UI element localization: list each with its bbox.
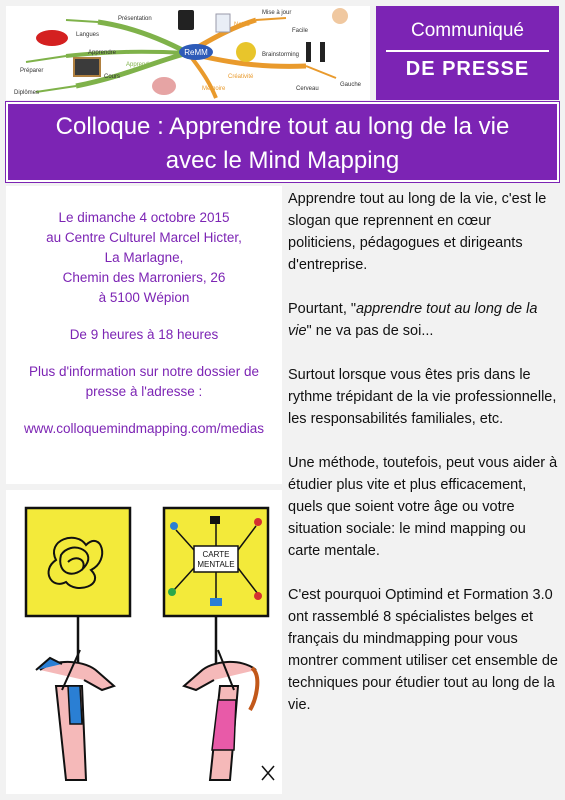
mindmap-label: Facile <box>292 28 309 34</box>
title-line-2: avec le Mind Mapping <box>165 147 400 174</box>
press-kit-url[interactable]: www.colloquemindmapping.com/medias <box>23 421 265 436</box>
event-place: La Marlagne, <box>104 250 184 265</box>
article-quote: apprendre tout au long de la vie <box>288 301 538 339</box>
hand-icon <box>332 8 348 24</box>
mindmap-illustration <box>6 6 370 100</box>
brain-icon <box>152 77 176 95</box>
book-icon <box>210 598 222 606</box>
mindmap-label: Mémoire <box>202 86 226 92</box>
article-paragraph-2: Pourtant, "apprendre tout au long de la vie" ne va pas de soi... <box>288 301 538 339</box>
article-paragraph-4: Une méthode, toutefois, peut vous aider à étudier plus vite et plus efficacement, quels que soient votre âge ou votre situation sociale: le mind mapping ou carte mentale. <box>288 455 558 559</box>
title-line-1: Colloque : Apprendre tout au long de la vie <box>55 113 510 140</box>
event-date: Le dimanche 4 octobre 2015 <box>58 210 230 225</box>
person-icon <box>306 42 311 62</box>
mindmap-label: Langues <box>76 32 100 38</box>
cartoon-illustration <box>6 490 282 794</box>
event-city: à 5100 Wépion <box>98 290 190 305</box>
mindmap-center-label: ReMM <box>184 48 208 57</box>
pencil-icon <box>170 522 178 530</box>
shirt-icon <box>68 686 82 724</box>
title-banner <box>6 102 559 182</box>
more-info-line-1: Plus d'information sur notre dossier de <box>29 364 259 379</box>
badge-divider <box>386 50 549 52</box>
event-street: Chemin des Marroniers, 26 <box>62 270 226 285</box>
person-icon <box>320 42 325 62</box>
press-release-badge <box>376 6 559 100</box>
more-info-line-2: presse à l'adresse : <box>85 384 203 399</box>
mindmap-label: Cerveau <box>296 86 319 92</box>
cartoon-drawing <box>6 490 282 794</box>
mindmap-label: Apprendre <box>88 50 117 56</box>
article-paragraph-5: C'est pourquoi Optimind et Formation 3.0 ont rassemblé 8 spécialistes belges et français du mindmapping pour vous montrer comment utiliser cet ensemble de techniques pour étudier tout au long de la vie. <box>288 587 558 713</box>
badge-line-2: DE PRESSE <box>405 58 530 80</box>
mindmap-label: Notes <box>234 22 250 28</box>
badge-line-1: Communiqué <box>411 20 524 41</box>
article-paragraph-3: Surtout lorsque vous êtes pris dans le rythme trépidant de la vie professionnelle, les responsabilités familiales, etc. <box>288 367 557 427</box>
head-icon <box>236 42 256 62</box>
mindmap-label: Gauche <box>340 82 362 88</box>
mindmap-label: Présentation <box>118 16 152 22</box>
signature-icon <box>262 766 274 780</box>
tangled-thoughts-sign <box>26 508 130 616</box>
sign-text-line-2: MENTALE <box>197 560 235 569</box>
article-body <box>288 188 560 794</box>
sign-text-line-1: CARTE <box>202 550 230 559</box>
mindmap-label: Créativité <box>228 74 254 80</box>
event-info-box <box>6 186 282 484</box>
cherry-icon <box>254 592 262 600</box>
mindmap-label: Apprendre <box>126 62 155 68</box>
mindmap-drawing <box>6 6 370 100</box>
chalkboard-icon <box>74 58 100 76</box>
event-hours: De 9 heures à 18 heures <box>69 327 219 342</box>
key-icon <box>168 588 176 596</box>
mindmap-label: Mise à jour <box>262 10 292 16</box>
question-icon <box>254 518 262 526</box>
mindmap-label: Préparer <box>20 68 44 74</box>
lips-icon <box>36 30 68 46</box>
mindmap-label: Cours <box>104 74 121 80</box>
event-venue: au Centre Culturel Marcel Hicter, <box>46 230 242 245</box>
mindmap-label: Brainstorming <box>262 52 300 58</box>
notes-icon <box>216 14 230 32</box>
hourglass-icon <box>210 516 220 524</box>
mindmap-label: Diplômes <box>14 90 40 96</box>
dress-icon <box>212 700 236 750</box>
hair-icon <box>250 668 257 710</box>
tablet-icon <box>178 10 194 30</box>
article-paragraph-1: Apprendre tout au long de la vie, c'est le slogan que reprennent en cœur politiciens, pédagogues et dirigeants d'entreprise. <box>288 191 547 273</box>
